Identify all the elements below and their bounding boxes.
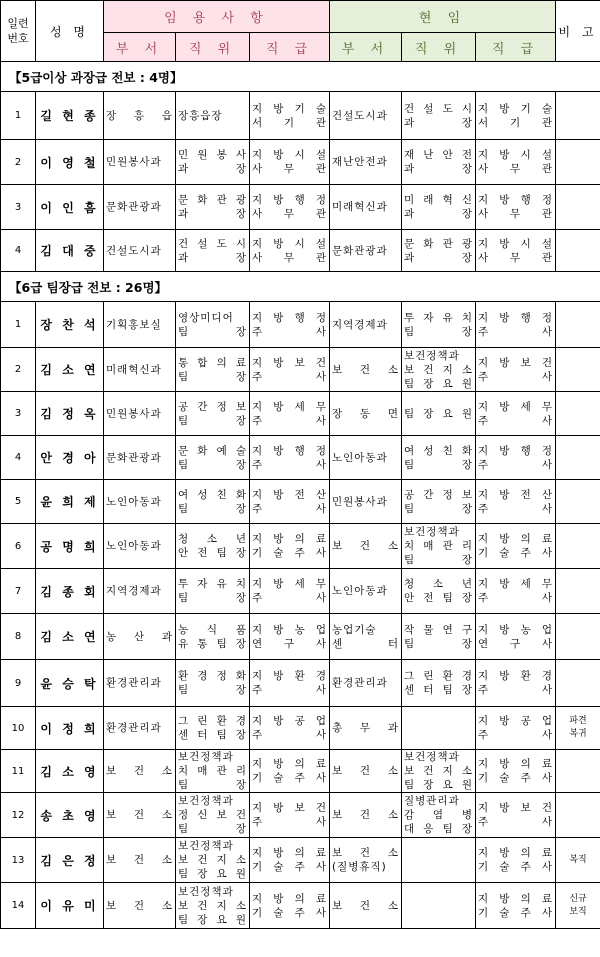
appointed-dept: 보 건 소 [104,883,176,929]
appointed-dept: 지역경제과 [104,569,176,614]
appointed-grade: 지 방 의 료 기 술 주 사 [250,750,330,793]
table-row [1,436,600,480]
current-dept: 보 건 소 [330,750,402,793]
header-no: 일련 번호 [1,1,36,62]
person-name: 김 종 회 [36,569,104,614]
remarks-note [556,140,600,185]
current-grade: 지 방 의 료 기 술 주 사 [476,524,556,569]
current-position [402,883,476,929]
row-number: 2 [1,140,36,185]
person-name: 김 정 옥 [36,392,104,436]
current-dept: 장 동 면 [330,392,402,436]
header-appointment: 임 용 사 항 [104,1,330,33]
table-row [1,707,600,750]
current-position: 작 물 연 구 팀 장 [402,614,476,660]
table-row [1,348,600,392]
current-grade: 지 방 시 설 사 무 관 [476,140,556,185]
person-name: 윤 희 제 [36,480,104,524]
remarks-note [556,750,600,793]
table-row [1,793,600,838]
table-row [1,524,600,569]
current-dept: 문화관광과 [330,230,402,272]
appointed-grade: 지 방 행 정 주 사 [250,302,330,348]
appointed-position: 장흥읍장 [176,92,250,140]
current-position [402,838,476,883]
section-header [1,62,600,92]
section-header [1,272,600,302]
row-number: 10 [1,707,36,750]
appointed-position: 투 자 유 치 팀 장 [176,569,250,614]
current-dept: 보 건 소 [330,793,402,838]
current-dept: 노인아동과 [330,436,402,480]
person-name: 김 소 영 [36,750,104,793]
row-number: 14 [1,883,36,929]
person-name: 김 소 연 [36,348,104,392]
current-dept: 농업기술 센 터 [330,614,402,660]
table-row [1,92,600,140]
appointed-dept: 장 흥 읍 [104,92,176,140]
person-name: 이 유 미 [36,883,104,929]
current-dept: 재난안전과 [330,140,402,185]
header-appt-grade: 직 급 [250,33,330,62]
current-grade: 지 방 행 정 사 무 관 [476,185,556,230]
person-name: 이 정 희 [36,707,104,750]
remarks-note [556,524,600,569]
remarks-note [556,436,600,480]
section-title: 【6급 팀장급 전보 : 26명】 [1,272,600,302]
appointed-grade: 지 방 전 산 주 사 [250,480,330,524]
current-grade: 지 방 농 업 연 구 사 [476,614,556,660]
appointed-position: 문 화 관 광 과 장 [176,185,250,230]
person-name: 김 은 정 [36,838,104,883]
current-grade: 지 방 행 정 주 사 [476,302,556,348]
person-name: 장 찬 석 [36,302,104,348]
remarks-note [556,392,600,436]
appointed-dept: 환경관리과 [104,707,176,750]
table-row [1,230,600,272]
row-number: 12 [1,793,36,838]
table-row [1,883,600,929]
current-position [402,707,476,750]
appointed-position: 건 설 도 시 과 장 [176,230,250,272]
row-number: 3 [1,185,36,230]
appointed-dept: 노인아동과 [104,480,176,524]
current-position: 재 난 안 전 과 장 [402,140,476,185]
current-position: 팀 장 요 원 [402,392,476,436]
current-grade: 지 방 행 정 주 사 [476,436,556,480]
appointed-position: 문 화 예 술 팀 장 [176,436,250,480]
current-grade: 지 방 전 산 주 사 [476,480,556,524]
appointed-position: 영상미디어 팀 장 [176,302,250,348]
appointed-grade: 지 방 환 경 주 사 [250,660,330,707]
current-position: 그 린 환 경 센 터 팀 장 [402,660,476,707]
current-position: 문 화 관 광 과 장 [402,230,476,272]
appointed-position: 통 합 의 료 팀 장 [176,348,250,392]
current-grade: 지 방 공 업 주 사 [476,707,556,750]
remarks-note: 복직 [556,838,600,883]
current-grade: 지 방 세 무 주 사 [476,392,556,436]
remarks-note: 파견 복귀 [556,707,600,750]
remarks-note [556,480,600,524]
appointed-grade: 지 방 시 설 사 무 관 [250,230,330,272]
current-position: 투 자 유 치 팀 장 [402,302,476,348]
row-number: 13 [1,838,36,883]
table-row [1,140,600,185]
current-dept: 노인아동과 [330,569,402,614]
row-number: 9 [1,660,36,707]
appointed-grade: 지 방 보 건 주 사 [250,348,330,392]
appointed-position: 여 성 친 화 팀 장 [176,480,250,524]
appointed-dept: 미래혁신과 [104,348,176,392]
current-grade: 지 방 의 료 기 술 주 사 [476,883,556,929]
header-row-top [1,1,600,33]
current-position: 미 래 혁 신 과 장 [402,185,476,230]
appointed-dept: 보 건 소 [104,838,176,883]
person-name: 길 현 종 [36,92,104,140]
row-number: 2 [1,348,36,392]
header-current: 현 임 [330,1,556,33]
header-name: 성 명 [36,1,104,62]
appointed-position: 보건정책과 보 건 지 소 팀 장 요 원 [176,838,250,883]
row-number: 4 [1,436,36,480]
appointed-grade: 지 방 보 건 주 사 [250,793,330,838]
table-row [1,614,600,660]
person-name: 송 초 영 [36,793,104,838]
appointed-position: 환 경 정 화 팀 장 [176,660,250,707]
table-row [1,660,600,707]
current-position: 보건정책과 보 건 지 소 팀 장 요 원 [402,348,476,392]
row-number: 8 [1,614,36,660]
remarks-note [556,230,600,272]
appointed-grade: 지 방 세 무 주 사 [250,392,330,436]
row-number: 3 [1,392,36,436]
current-grade: 지 방 환 경 주 사 [476,660,556,707]
appointed-position: 보건정책과 치 매 관 리 팀 장 [176,750,250,793]
current-dept: 보 건 소 [330,883,402,929]
appointed-grade: 지 방 행 정 사 무 관 [250,185,330,230]
appointed-dept: 문화관광과 [104,185,176,230]
current-dept: 보 건 소 [330,524,402,569]
remarks-note [556,348,600,392]
appointed-position: 청 소 년 안 전 팀 장 [176,524,250,569]
appointed-grade: 지 방 공 업 주 사 [250,707,330,750]
table-row [1,392,600,436]
remarks-note [556,185,600,230]
header-cur-grade: 직 급 [476,33,556,62]
appointed-dept: 농 산 과 [104,614,176,660]
remarks-note [556,660,600,707]
appointed-dept: 문화관광과 [104,436,176,480]
header-cur-position: 직 위 [402,33,476,62]
remarks-note [556,92,600,140]
current-position: 건 설 도 시 과 장 [402,92,476,140]
current-grade: 지 방 의 료 기 술 주 사 [476,750,556,793]
person-name: 윤 승 탁 [36,660,104,707]
appointed-position: 공 간 정 보 팀 장 [176,392,250,436]
current-dept: 미래혁신과 [330,185,402,230]
remarks-note [556,302,600,348]
person-name: 김 소 연 [36,614,104,660]
appointed-position: 그 린 환 경 센 터 팀 장 [176,707,250,750]
header-remarks: 비 고 [556,1,600,62]
remarks-note [556,793,600,838]
appointed-dept: 보 건 소 [104,793,176,838]
appointed-dept: 환경관리과 [104,660,176,707]
current-dept: 민원봉사과 [330,480,402,524]
section-title: 【5급이상 과장급 전보 : 4명】 [1,62,600,92]
header-appt-position: 직 위 [176,33,250,62]
row-number: 7 [1,569,36,614]
appointed-grade: 지 방 행 정 주 사 [250,436,330,480]
person-name: 안 경 아 [36,436,104,480]
current-grade: 지 방 시 설 사 무 관 [476,230,556,272]
table-row [1,838,600,883]
current-dept: 보 건 소 (질병휴직) [330,838,402,883]
header-appt-dept: 부 서 [104,33,176,62]
row-number: 4 [1,230,36,272]
appointed-grade: 지 방 시 설 사 무 관 [250,140,330,185]
appointed-dept: 기획홍보실 [104,302,176,348]
row-number: 1 [1,302,36,348]
appointed-dept: 민원봉사과 [104,392,176,436]
row-number: 1 [1,92,36,140]
current-position: 여 성 친 화 팀 장 [402,436,476,480]
current-grade: 지 방 의 료 기 술 주 사 [476,838,556,883]
appointed-grade: 지 방 농 업 연 구 사 [250,614,330,660]
appointed-grade: 지 방 기 술 서 기 관 [250,92,330,140]
appointed-grade: 지 방 의 료 기 술 주 사 [250,883,330,929]
appointed-position: 민 원 봉 사 과 장 [176,140,250,185]
current-dept: 건설도시과 [330,92,402,140]
table-row [1,302,600,348]
table-row [1,569,600,614]
current-grade: 지 방 기 술 서 기 관 [476,92,556,140]
remarks-note [556,569,600,614]
appointed-position: 보건정책과 정 신 보 건 팀 장 [176,793,250,838]
table-row [1,750,600,793]
table-row [1,480,600,524]
appointed-grade: 지 방 의 료 기 술 주 사 [250,838,330,883]
row-number: 5 [1,480,36,524]
current-position: 보건정책과 보 건 지 소 팀 장 요 원 [402,750,476,793]
current-grade: 지 방 보 건 주 사 [476,793,556,838]
current-grade: 지 방 세 무 주 사 [476,569,556,614]
current-position: 청 소 년 안 전 팀 장 [402,569,476,614]
appointed-dept: 보 건 소 [104,750,176,793]
current-position: 질병관리과 감 염 병 대 응 팀 장 [402,793,476,838]
appointed-position: 보건정책과 보 건 지 소 팀 장 요 원 [176,883,250,929]
remarks-note: 신규 보직 [556,883,600,929]
person-name: 이 영 철 [36,140,104,185]
appointed-dept: 민원봉사과 [104,140,176,185]
table-row [1,185,600,230]
current-position: 공 간 정 보 팀 장 [402,480,476,524]
current-grade: 지 방 보 건 주 사 [476,348,556,392]
appointed-grade: 지 방 세 무 주 사 [250,569,330,614]
person-name: 김 대 중 [36,230,104,272]
current-dept: 환경관리과 [330,660,402,707]
current-dept: 보 건 소 [330,348,402,392]
person-name: 공 명 희 [36,524,104,569]
row-number: 11 [1,750,36,793]
appointed-dept: 노인아동과 [104,524,176,569]
remarks-note [556,614,600,660]
current-position: 보건정책과 치 매 관 리 팀 장 [402,524,476,569]
appointed-position: 농 식 품 유 통 팀 장 [176,614,250,660]
appointed-grade: 지 방 의 료 기 술 주 사 [250,524,330,569]
person-name: 이 인 흠 [36,185,104,230]
current-dept: 지역경제과 [330,302,402,348]
row-number: 6 [1,524,36,569]
current-dept: 총 무 과 [330,707,402,750]
appointed-dept: 건설도시과 [104,230,176,272]
header-cur-dept: 부 서 [330,33,402,62]
table-body [1,62,600,929]
